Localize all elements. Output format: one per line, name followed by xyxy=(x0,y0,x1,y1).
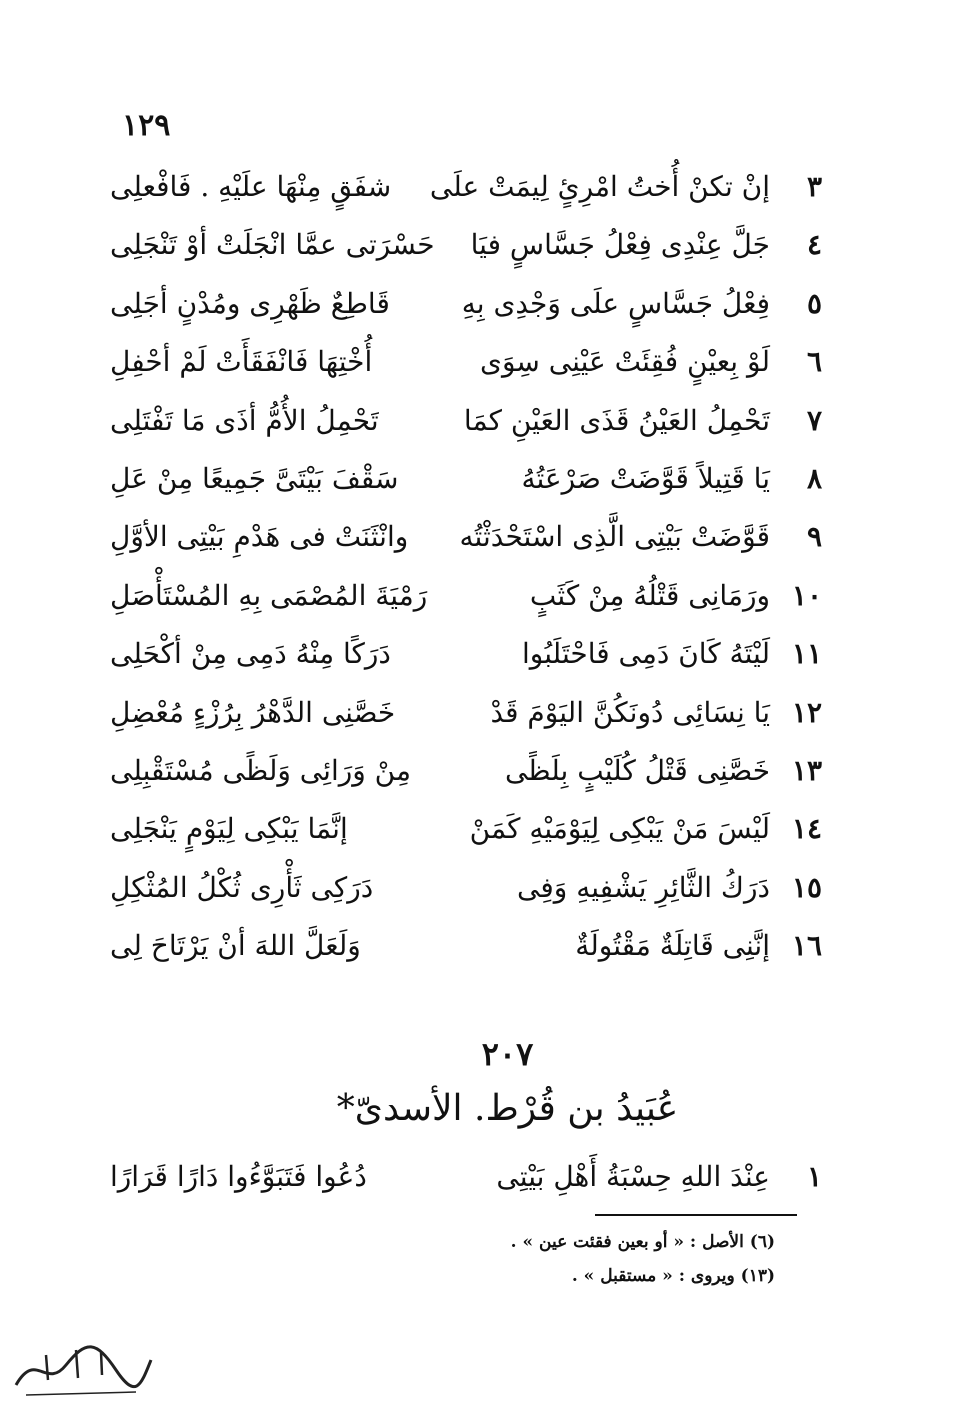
verse-number: ١٥ xyxy=(791,870,822,904)
verse-number: ١٢ xyxy=(791,695,822,729)
first-hemistich: لَوْ بِعيْنٍ فُقِئَتْ عَيْنِى سِوَى xyxy=(480,345,770,379)
verse-line xyxy=(110,917,822,975)
verse-number: ٧ xyxy=(806,403,822,437)
first-hemistich: تَحْمِلُ العَيْنُ قَذَى العَيْنِ كمَا xyxy=(463,403,770,437)
first-hemistich: يَا قَتِيلاً قَوَّضَتْ صَرْعَتُهُ xyxy=(521,461,770,495)
verse-number: ١٤ xyxy=(791,812,822,846)
library-stamp-icon xyxy=(6,1330,156,1410)
verse-line xyxy=(110,567,822,625)
verse-number: ١ xyxy=(806,1160,822,1193)
verse-number: ٣ xyxy=(806,170,822,203)
second-hemistich: خَصَّنِى الدَّهْرُ بِرُزْءٍ مُعْضِلِ xyxy=(110,695,396,729)
verse-line xyxy=(110,684,822,742)
first-hemistich: جَلَّ عِنْدِى فِعْلُ جَسَّاسٍ فيَا xyxy=(470,228,770,262)
first-hemistich: دَرَكُ الثَّائِرِ يَشْفِيهِ وَفِى xyxy=(517,870,770,904)
first-hemistich: إنَّنِى قَاتِلَةٌ مَقْتُولَةٌ xyxy=(575,929,770,963)
verse-line xyxy=(110,508,822,566)
page-number: ١٢٩ xyxy=(122,108,171,143)
verse-number: ٨ xyxy=(806,461,822,495)
verse-line xyxy=(110,158,822,216)
first-hemistich: قَوَّضَتْ بَيْتِى الَّذِى اسْتَحْدَثْتُه xyxy=(459,520,770,554)
verse-line xyxy=(110,275,822,333)
footnote-divider xyxy=(595,1214,797,1216)
verse-number: ١٣ xyxy=(791,753,822,787)
verse-line xyxy=(110,450,822,508)
second-hemistich: دَرَكِى ثَأْرِى ثُكْلُ المُثْكِلِ xyxy=(110,870,374,904)
second-hemistich: دُعُوا فَتَبَوَّءُوا دَارًا قَرَارًا xyxy=(110,1160,367,1193)
first-hemistich: فِعْلُ جَسَّاسٍ علَى وَجْدِى بِهِ xyxy=(461,286,770,320)
verse-line xyxy=(110,333,822,391)
second-hemistich: دَرَكًا مِنْهُ دَمِى مِنْ أكْحَلِى xyxy=(110,637,391,671)
second-hemistich: إنَّمَا يَبْكِى لِيَوْمٍ يَنْجَلِى xyxy=(110,812,348,846)
verse-number: ٩ xyxy=(806,520,822,554)
verse-number: ٤ xyxy=(806,228,822,262)
verse-line xyxy=(110,742,822,800)
poem-verses-2 xyxy=(110,1148,822,1206)
footnote: (١٣) ويروى : « مستقبل » . xyxy=(571,1266,775,1286)
second-hemistich: رَمْيَةَ المُصْمَى بِهِ المُسْتَأْصَلِ xyxy=(110,578,428,612)
second-hemistich: قَاطِعٌ ظَهْرِى ومُدْنٍ أجَلِى xyxy=(110,286,390,320)
poem-number: ٢٠٧ xyxy=(481,1035,534,1073)
first-hemistich: إنْ تكنْ أُختُ امْرِئٍ لِيمَتْ علَى xyxy=(429,170,770,203)
second-hemistich: وَلَعَلَّ اللهَ أنْ يَرْتَاحَ لِى xyxy=(110,929,361,963)
verse-number: ٦ xyxy=(806,345,822,379)
second-hemistich: شفَقٍ مِنْهَا علَيْهِ . فَافْعلِى xyxy=(110,170,392,203)
verse-line xyxy=(110,800,822,858)
verse-number: ١٦ xyxy=(791,929,822,963)
first-hemistich: خَصَّنِى قَتْلُ كُلَيْبٍ بِلَظًى xyxy=(504,753,770,787)
verse-line xyxy=(110,625,822,683)
second-hemistich: تَحْمِلُ الأُمُّ أذَى مَا تَفْتَلِى xyxy=(110,403,379,437)
second-hemistich: أُخْتِهَا فَانْفَقَأَتْ لَمْ أحْفِلِ xyxy=(110,345,373,379)
poem-verses xyxy=(110,158,822,975)
second-hemistich: مِنْ وَرَائِى وَلَظًى مُسْتَقْبِلِى xyxy=(110,753,411,787)
first-hemistich: ورَمَانِى قَتْلُهُ مِنْ كَثَبٍ xyxy=(529,578,770,612)
verse-number: ١٠ xyxy=(791,578,822,612)
verse-line xyxy=(110,216,822,274)
first-hemistich: لَيْسَ مَنْ يَبْكِى لِيَوْمَيْهِ كَمَنْ xyxy=(469,812,770,846)
verse-number: ١١ xyxy=(791,637,822,671)
footnotes xyxy=(375,1225,775,1293)
first-hemistich: يَا نِسَائِى دُونَكُنَّ اليَوْمَ قَدْ xyxy=(490,695,770,729)
second-hemistich: وانْثَنَتْ فى هَدْمِ بَيْتِى الأوَّلِ xyxy=(110,520,409,554)
first-hemistich: لَيْتَهُ كَانَ دَمِى فَاحْتَلَبُوا xyxy=(521,637,770,671)
second-hemistich: حَسْرَتى عمَّا انْجَلَتْ أوْ تَنْجَلِى xyxy=(110,228,435,262)
second-hemistich: سَقْفَ بَيْتَىَّ جَمِيعًا مِنْ عَلِ xyxy=(110,461,399,495)
verse-number: ٥ xyxy=(806,286,822,320)
poet-name: عُبَيدُ بن قُرْط. الأسدىّ* xyxy=(336,1088,679,1129)
footnote: (٦) الأصل : « أو بعين فقئت عين » . xyxy=(510,1232,775,1252)
verse-line xyxy=(110,1148,822,1206)
verse-line xyxy=(110,859,822,917)
first-hemistich: عِنْدَ اللهِ حِسْبَةُ أَهْلِ بَيْتِى xyxy=(496,1160,770,1193)
verse-line xyxy=(110,392,822,450)
